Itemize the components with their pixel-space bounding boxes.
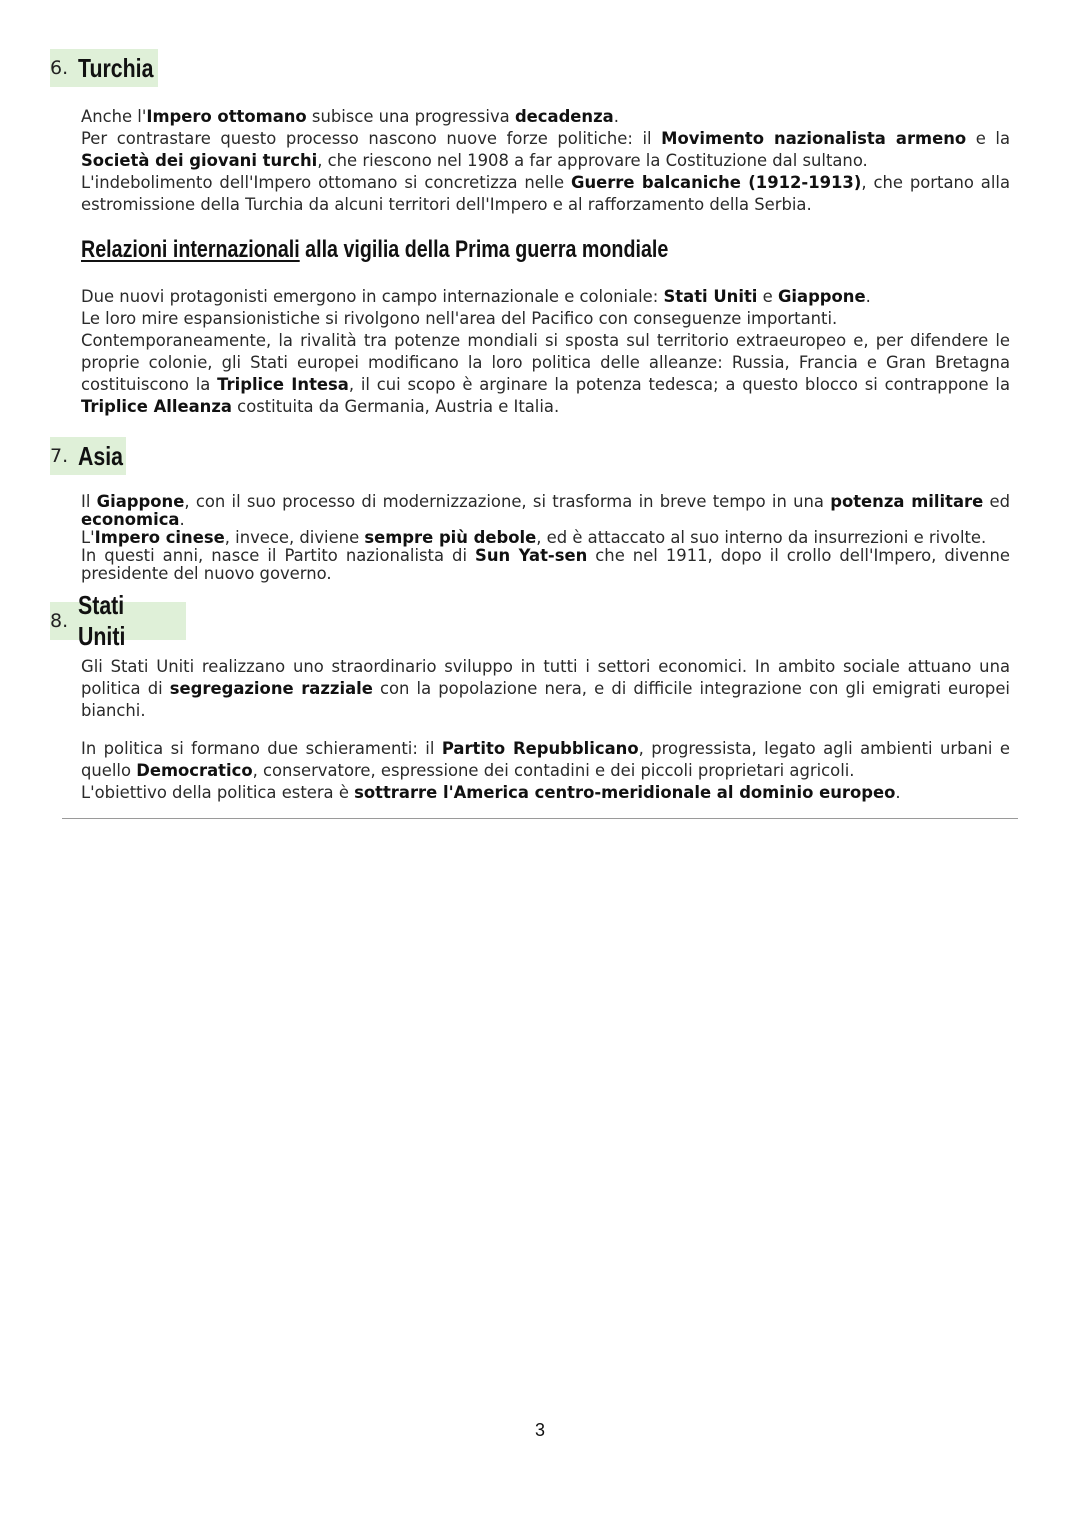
horizontal-divider xyxy=(62,818,1018,819)
text-run: . xyxy=(179,510,185,529)
paragraph xyxy=(81,547,1010,583)
paragraph xyxy=(81,782,1010,804)
page-number: 3 xyxy=(534,1420,545,1440)
bold-text: Partito Repubblicano xyxy=(441,739,639,758)
text-run: che nel 1911, dopo il crollo dell'Impero, divenne presidente del nuovo governo. xyxy=(81,546,1010,583)
bold-text: Società dei giovani turchi xyxy=(81,151,318,170)
subsection-heading-relazioni xyxy=(81,236,668,264)
paragraph xyxy=(81,656,1010,722)
paragraph xyxy=(81,529,1010,547)
text-run: subisce una progressiva xyxy=(306,107,515,126)
bold-text: Triplice Alleanza xyxy=(81,397,232,416)
subsection-title-rest: alla vigilia della Prima guerra mondiale xyxy=(299,236,669,263)
section-number: 8. xyxy=(50,610,69,632)
text-run: , che portano alla estromissione della Turchia da alcuni territori dell'Impero e al rafforzamento della Serbia. xyxy=(81,173,1011,214)
paragraph xyxy=(81,128,1010,172)
paragraph xyxy=(81,106,1010,128)
section-body-asia xyxy=(81,493,1010,583)
section-heading-turchia xyxy=(50,49,158,87)
text-run: Le loro mire espansionistiche si rivolgono nell'area del Pacifico con conseguenze importanti. xyxy=(81,309,838,328)
text-run: . xyxy=(895,783,901,802)
text-run: con la popolazione nera, e di difficile integrazione con gli emigrati europei bianchi. xyxy=(81,679,1010,720)
section-number: 7. xyxy=(50,445,69,467)
text-run: , ed è attaccato al suo interno da insurrezioni e rivolte. xyxy=(536,528,987,547)
text-run: Per contrastare questo processo nascono nuove forze politiche: il xyxy=(81,129,662,148)
text-run: In politica si formano due schieramenti: il xyxy=(81,739,442,758)
text-run: Gli Stati Uniti realizzano uno straordinario sviluppo in tutti i settori economici. In ambito sociale attuano una politica di xyxy=(81,657,1010,698)
text-run: , invece, diviene xyxy=(224,528,365,547)
text-run: In questi anni, nasce il Partito nazionalista di xyxy=(81,546,476,565)
paragraph xyxy=(81,172,1010,216)
text-run: L'indebolimento dell'Impero ottomano si concretizza nelle xyxy=(81,173,571,192)
bold-text: Sun Yat-sen xyxy=(475,546,588,565)
bold-text: segregazione razziale xyxy=(169,679,373,698)
text-run: L'obiettivo della politica estera è xyxy=(81,783,355,802)
bold-text: Stati Uniti xyxy=(663,287,758,306)
section-title: Turchia xyxy=(78,52,154,83)
bold-text: Impero cinese xyxy=(94,528,225,547)
text-run: Il xyxy=(81,492,97,511)
paragraph xyxy=(81,286,1010,308)
text-run: , progressista, legato agli ambienti urbani e quello xyxy=(81,739,1010,780)
bold-text: Impero ottomano xyxy=(146,107,307,126)
section-heading-asia xyxy=(50,437,126,475)
section-body-relazioni xyxy=(81,286,1010,418)
text-run: , con il suo processo di modernizzazione, si trasforma in breve tempo in una xyxy=(184,492,831,511)
text-run: . xyxy=(613,107,619,126)
bold-text: Democratico xyxy=(136,761,253,780)
section-body-stati-uniti-a xyxy=(81,656,1010,722)
text-run: , che riescono nel 1908 a far approvare la Costituzione dal sultano. xyxy=(317,151,868,170)
bold-text: sempre più debole xyxy=(364,528,537,547)
paragraph xyxy=(81,493,1010,529)
text-run: , il cui scopo è arginare la potenza tedesca; a questo blocco si contrappone la xyxy=(348,375,1010,394)
text-run: , conservatore, espressione dei contadini e dei piccoli proprietari agricoli. xyxy=(252,761,855,780)
paragraph xyxy=(81,738,1010,782)
paragraph xyxy=(81,330,1010,418)
section-title: Asia xyxy=(78,440,124,471)
text-run: ed xyxy=(983,492,1010,511)
bold-text: Guerre balcaniche (1912-1913) xyxy=(570,173,862,192)
text-run: Contemporaneamente, la rivalità tra potenze mondiali si sposta sul territorio extraeuropeo e, per difendere le proprie colonie, gli Stati europei modificano la loro politica delle alleanze: Russia, Francia e Gran Bretagna costituiscono la xyxy=(81,331,1010,394)
subsection-title-underlined: Relazioni internazionali xyxy=(81,236,300,263)
text-run: . xyxy=(865,287,871,306)
text-run: Due nuovi protagonisti emergono in campo internazionale e coloniale: xyxy=(81,287,664,306)
text-run: e xyxy=(757,287,778,306)
bold-text: potenza militare xyxy=(830,492,984,511)
section-title: Stati Uniti xyxy=(78,590,126,651)
bold-text: economica xyxy=(81,510,180,529)
text-run: Anche l' xyxy=(81,107,147,126)
bold-text: sottrarre l'America centro-meridionale al dominio europeo xyxy=(354,783,896,802)
text-run: L' xyxy=(81,528,95,547)
section-number: 6. xyxy=(50,57,69,79)
text-run: e la xyxy=(966,129,1011,148)
section-body-stati-uniti-b xyxy=(81,738,1010,804)
bold-text: decadenza xyxy=(514,107,614,126)
paragraph xyxy=(81,308,1010,330)
section-heading-stati-uniti xyxy=(50,590,186,651)
bold-text: Giappone xyxy=(96,492,185,511)
bold-text: Triplice Intesa xyxy=(217,375,349,394)
section-body-turchia xyxy=(81,106,1010,216)
bold-text: Giappone xyxy=(777,287,866,306)
bold-text: Movimento nazionalista armeno xyxy=(661,129,967,148)
text-run: costituita da Germania, Austria e Italia. xyxy=(231,397,560,416)
